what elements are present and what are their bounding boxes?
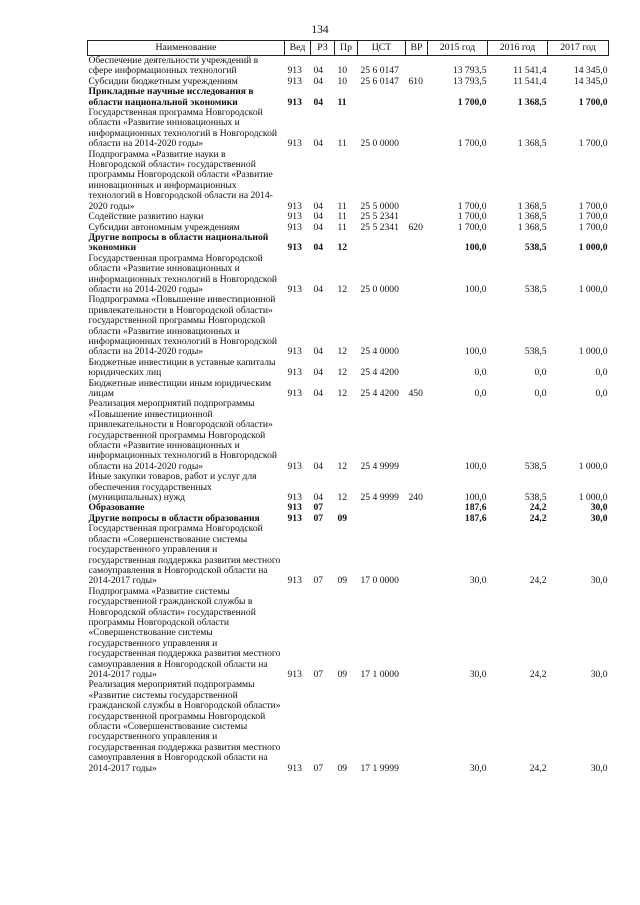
cell-vr	[406, 233, 428, 254]
cell-pr: 11	[337, 221, 347, 233]
table-row	[88, 399, 609, 472]
cell-pr: 10	[337, 65, 348, 77]
cell-name: Субсидии автономным учреждениям	[88, 221, 240, 233]
cell-2016: 538,5	[524, 460, 547, 472]
cell-cst	[358, 514, 406, 524]
cell-2015: 1 700,0	[457, 221, 487, 233]
column-header-pr: Пр	[335, 41, 358, 56]
cell-vr	[406, 524, 428, 586]
cell-2015: 1 700,0	[457, 211, 487, 223]
cell-name: Прикладные научные исследования в области национальной экономики	[88, 86, 254, 108]
cell-2017: 30,0	[590, 502, 608, 514]
cell-ved: 913	[287, 502, 302, 514]
cell-2016: 1 368,5	[517, 138, 547, 150]
cell-ved: 913	[287, 138, 302, 150]
cell-2016: 1 368,5	[517, 200, 547, 212]
column-header-rz: РЗ	[311, 41, 335, 56]
table-row	[88, 358, 609, 379]
cell-name: Государственная программа Новгородской области «Развитие инновационных и информационных технологий в Новгородской области на 2014-2020 годы»	[88, 252, 278, 295]
cell-cst	[358, 233, 406, 254]
cell-name: Бюджетные инвестиции иным юридическим лицам	[88, 377, 272, 399]
column-header-ved: Вед	[285, 41, 311, 56]
cell-pr: 11	[337, 96, 347, 108]
cell-rz: 07	[313, 502, 324, 514]
cell-name: Государственная программа Новгородской области «Развитие инновационных и информационных технологий в Новгородской области на 2014-2020 годы»	[88, 107, 278, 150]
cell-cst: 25 6 0147	[360, 75, 399, 87]
cell-cst: 25 5 0000	[360, 200, 399, 212]
cell-name: Субсидии бюджетным учреждениям	[88, 75, 238, 87]
cell-name: Государственная программа Новгородской области «Совершенствование системы государственного управления и государственная поддержка развития местного самоуправления в Новгородской области на 2014-2017 годы»	[88, 523, 281, 587]
cell-cst: 25 5 2341	[360, 211, 399, 223]
cell-vr	[406, 150, 428, 212]
cell-rz: 04	[313, 242, 324, 254]
cell-rz: 04	[313, 75, 324, 87]
cell-rz: 07	[313, 668, 324, 680]
cell-ved: 913	[287, 65, 302, 77]
cell-name: Другие вопросы в области образования	[88, 512, 260, 524]
cell-2015: 100,0	[464, 492, 487, 504]
cell-2015: 187,6	[464, 512, 487, 524]
cell-2016: 0,0	[534, 388, 547, 399]
table-row	[88, 254, 609, 296]
cell-vr	[406, 254, 428, 296]
cell-2016: 24,2	[529, 575, 547, 587]
cell-vr	[406, 212, 428, 222]
cell-name: Бюджетные инвестиции в уставные капиталы юридических лиц	[88, 356, 276, 379]
cell-rz: 04	[313, 96, 324, 108]
cell-2016: 1 368,5	[517, 221, 547, 233]
cell-vr	[406, 108, 428, 150]
cell-2016: 1 368,5	[517, 96, 547, 108]
cell-cst	[358, 503, 406, 513]
cell-ved: 913	[287, 221, 302, 233]
table-row	[88, 212, 609, 222]
cell-2017: 0,0	[595, 388, 608, 399]
cell-name: Подпрограмма «Развитие системы государственной гражданской службы в Новгородской области» государственной программы Новгородской области «Совершенствование системы государственного управления и государственная поддержка развития местного самоуправления в Новгородской области на 2014-2017 годы»	[88, 585, 281, 680]
cell-ved: 913	[287, 668, 302, 680]
table-row	[88, 56, 609, 77]
cell-name: Образование	[88, 502, 145, 514]
cell-ved: 913	[287, 762, 302, 774]
cell-pr: 11	[337, 138, 347, 150]
cell-2017: 14 345,0	[573, 65, 608, 77]
cell-2017: 0,0	[595, 367, 608, 379]
cell-cst: 25 0 0000	[360, 138, 399, 150]
table-row	[88, 233, 609, 254]
cell-cst: 17 0 0000	[360, 575, 399, 587]
table-header-row	[88, 41, 609, 56]
column-header-vr: ВР	[406, 41, 428, 56]
cell-rz: 04	[313, 283, 324, 295]
cell-pr: 09	[337, 762, 348, 774]
cell-2015: 1 700,0	[457, 200, 487, 212]
cell-name: Подпрограмма «Развитие науки в Новгородской области» государственной программы Новгородской области «Развитие инновационных и информационных технологий в Новгородской области на 2014-2020 годы»	[88, 148, 273, 212]
cell-2015: 100,0	[464, 346, 487, 358]
cell-name: Подпрограмма «Повышение инвестиционной привлекательности в Новгородской области» государственной программы Новгородской области «Развитие инновационных и информационных технологий в Новгородской области на 2014-2020 годы»	[88, 294, 278, 358]
cell-2017: 14 345,0	[573, 75, 608, 87]
table-row	[88, 524, 609, 586]
cell-vr	[406, 399, 428, 472]
cell-cst: 25 4 9999	[360, 460, 399, 472]
cell-vr: 240	[408, 492, 423, 504]
cell-ved: 913	[287, 96, 302, 108]
cell-2016: 538,5	[524, 242, 547, 254]
cell-2015: 13 793,5	[452, 65, 487, 77]
cell-pr: 12	[337, 492, 348, 504]
cell-cst: 25 6 0147	[360, 65, 399, 77]
cell-ved: 913	[287, 388, 302, 399]
cell-pr: 09	[337, 668, 348, 680]
cell-pr: 11	[337, 200, 347, 212]
cell-rz: 07	[313, 512, 324, 524]
cell-vr: 620	[408, 221, 423, 233]
cell-ved: 913	[287, 346, 302, 358]
cell-name: Обеспечение деятельности учреждений в сфере информационных технологий	[88, 55, 259, 77]
cell-name: Другие вопросы в области национальной экономики	[88, 231, 269, 254]
cell-2015: 1 700,0	[457, 138, 487, 150]
cell-pr: 09	[337, 512, 348, 524]
cell-rz: 04	[313, 200, 324, 212]
column-header-2015: 2015 год	[428, 41, 488, 56]
cell-2017: 1 000,0	[578, 283, 608, 295]
cell-ved: 913	[287, 242, 302, 254]
cell-cst: 25 0 0000	[360, 283, 399, 295]
cell-2015: 0,0	[474, 367, 487, 379]
cell-pr: 12	[337, 388, 348, 399]
cell-2017: 1 000,0	[578, 492, 608, 504]
cell-2015: 30,0	[469, 762, 487, 774]
cell-vr	[406, 587, 428, 681]
table-row	[88, 87, 609, 108]
cell-cst: 25 5 2341	[360, 221, 399, 233]
cell-name: Реализация мероприятий подпрограммы «Развитие системы государственной гражданской службы в Новгородской области» государственной программы Новгородской области «Совершенствование системы государственного управления и государственная поддержка развития местного самоуправления в Новгородской области на 2014-2017 годы»	[88, 679, 281, 774]
table-row	[88, 587, 609, 681]
cell-2016: 24,2	[529, 502, 547, 514]
column-header-2016: 2016 год	[488, 41, 548, 56]
budget-table	[87, 40, 609, 774]
cell-2016: 1 368,5	[517, 211, 547, 223]
cell-rz: 04	[313, 65, 324, 77]
table-row	[88, 379, 609, 400]
cell-pr: 09	[337, 575, 348, 587]
cell-2017: 1 700,0	[578, 138, 608, 150]
cell-vr	[406, 514, 428, 524]
table-row	[88, 472, 609, 503]
cell-cst: 25 4 4200	[360, 367, 399, 379]
cell-ved: 913	[287, 367, 302, 379]
cell-ved: 913	[287, 512, 302, 524]
cell-ved: 913	[287, 283, 302, 295]
cell-cst	[358, 87, 406, 108]
cell-rz: 07	[313, 762, 324, 774]
cell-2016: 538,5	[524, 283, 547, 295]
cell-2017: 30,0	[590, 575, 608, 587]
column-header-2017: 2017 год	[548, 41, 609, 56]
cell-2016: 11 541,4	[513, 75, 547, 87]
cell-rz: 04	[313, 138, 324, 150]
table-row	[88, 108, 609, 150]
cell-vr	[406, 56, 428, 77]
cell-2017: 1 000,0	[578, 346, 608, 358]
cell-name: Иные закупки товаров, работ и услуг для обеспечения государственных (муниципальных) нужд	[88, 471, 257, 504]
column-header-name: Наименование	[88, 41, 285, 56]
cell-2015: 1 700,0	[457, 96, 487, 108]
cell-vr	[406, 87, 428, 108]
cell-2016: 11 541,4	[513, 65, 547, 77]
cell-rz: 04	[313, 221, 324, 233]
cell-ved: 913	[287, 211, 302, 223]
cell-ved: 913	[287, 492, 302, 504]
cell-rz: 04	[313, 460, 324, 472]
cell-pr: 12	[337, 367, 348, 379]
cell-2017: 30,0	[590, 512, 608, 524]
cell-2015: 30,0	[469, 668, 487, 680]
cell-pr: 11	[337, 211, 347, 223]
cell-2016: 24,2	[529, 762, 547, 774]
cell-2017: 1 700,0	[578, 96, 608, 108]
cell-pr: 10	[337, 75, 348, 87]
cell-2016: 538,5	[524, 346, 547, 358]
cell-2015: 100,0	[464, 242, 487, 254]
table-body	[88, 56, 609, 775]
cell-name: Содействие развитию науки	[88, 211, 204, 223]
cell-2017: 30,0	[590, 668, 608, 680]
table-row	[88, 680, 609, 774]
cell-2015: 0,0	[474, 388, 487, 399]
cell-rz: 07	[313, 575, 324, 587]
cell-cst: 17 1 9999	[360, 762, 399, 774]
cell-ved: 913	[287, 575, 302, 587]
cell-ved: 913	[287, 460, 302, 472]
cell-pr: 12	[337, 283, 348, 295]
cell-2015: 187,6	[464, 502, 487, 514]
cell-pr: 12	[337, 346, 348, 358]
table-row	[88, 295, 609, 357]
cell-cst: 17 1 0000	[360, 668, 399, 680]
cell-2016: 24,2	[529, 668, 547, 680]
cell-rz: 04	[313, 388, 324, 399]
cell-2017: 30,0	[590, 762, 608, 774]
cell-rz: 04	[313, 492, 324, 504]
column-header-cst: ЦСТ	[358, 41, 406, 56]
cell-2017: 1 700,0	[578, 211, 608, 223]
cell-2016: 538,5	[524, 492, 547, 504]
cell-vr	[406, 503, 428, 513]
cell-2016: 24,2	[529, 512, 547, 524]
cell-pr: 12	[337, 460, 348, 472]
cell-cst: 25 4 4200	[360, 388, 399, 399]
cell-2015: 100,0	[464, 460, 487, 472]
cell-2017: 1 700,0	[578, 200, 608, 212]
cell-2017: 1 700,0	[578, 221, 608, 233]
cell-2016: 0,0	[534, 367, 547, 379]
cell-rz: 04	[313, 367, 324, 379]
page-number: 134	[311, 24, 329, 36]
cell-2015: 30,0	[469, 575, 487, 587]
cell-cst: 25 4 0000	[360, 346, 399, 358]
cell-vr	[406, 358, 428, 379]
table-row	[88, 150, 609, 212]
cell-2015: 100,0	[464, 283, 487, 295]
cell-vr: 450	[408, 388, 423, 399]
cell-rz: 04	[313, 346, 324, 358]
cell-vr: 610	[408, 75, 423, 87]
cell-name: Реализация мероприятий подпрограммы «Повышение инвестиционной привлекательности в Новгородской области» государственной программы Новгородской области «Развитие инновационных и информационных технологий в Новгородской области на 2014-2020 годы»	[88, 398, 278, 472]
cell-vr	[406, 680, 428, 774]
cell-2017: 1 000,0	[578, 242, 608, 254]
cell-ved: 913	[287, 200, 302, 212]
cell-rz: 04	[313, 211, 324, 223]
cell-pr: 12	[337, 242, 348, 254]
cell-2017: 1 000,0	[578, 460, 608, 472]
cell-2015: 13 793,5	[452, 75, 487, 87]
cell-cst: 25 4 9999	[360, 492, 399, 504]
cell-ved: 913	[287, 75, 302, 87]
cell-vr	[406, 295, 428, 357]
